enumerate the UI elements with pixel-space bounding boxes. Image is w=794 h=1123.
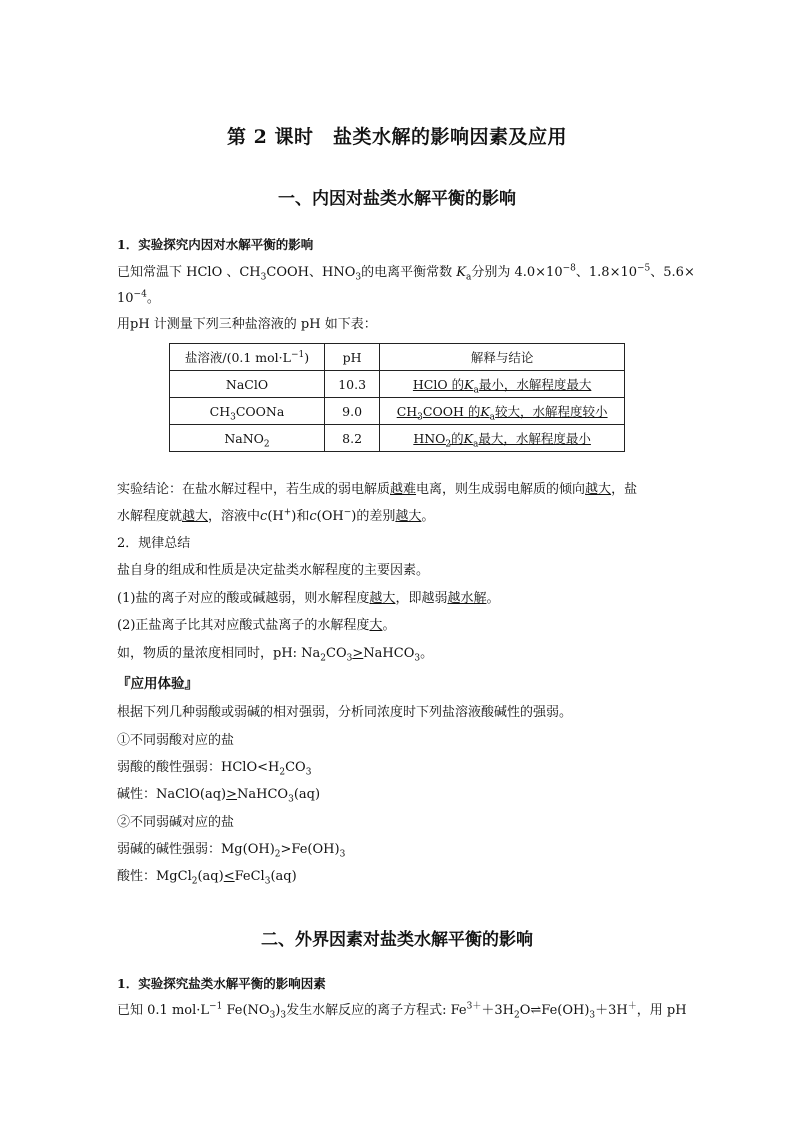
paragraph-rule-main: 盐自身的组成和性质是决定盐类水解程度的主要因素。 <box>117 563 430 578</box>
paragraph-conclusion-cont: 水解程度就越大，溶液中c(H+)和c(OH−)的差别越大。 <box>117 507 435 524</box>
subheading-rule-summary: 2．规律总结 <box>117 536 191 551</box>
table-cell-salt: NaNO$_2$ <box>170 425 325 452</box>
paragraph-app-acid-strength: 弱酸的酸性强弱：$HClO<H_2CO_3$ <box>117 760 312 778</box>
table-cell-ph: 9.0 <box>324 398 379 425</box>
table-cell-ph: 10.3 <box>324 371 379 398</box>
paragraph-app-base-strength: 弱碱的碱性强弱：$Mg(OH)_2>Fe(OH)_3$ <box>117 842 346 860</box>
section-heading-external: 二、外界因素对盐类水解平衡的影响 <box>261 930 533 950</box>
paragraph-rule-2: (2)正盐离子比其对应酸式盐离子的水解程度大。 <box>117 618 396 633</box>
paragraph-rule-example: 如，物质的量浓度相同时，pH: $Na_2CO_3>NaHCO_3$。 <box>117 646 434 664</box>
paragraph-app-acidity: 酸性：MgCl$_2$(aq)<FeCl$_3$(aq) <box>117 869 297 887</box>
salt-ph-table <box>169 343 625 452</box>
table-cell-explanation: $HNO_2$的$K_a$最大，水解程度最小 <box>380 425 625 452</box>
paragraph-table-intro: 用pH 计测量下列三种盐溶液的 pH 如下表： <box>117 317 377 332</box>
table-row <box>170 398 625 425</box>
table-cell-salt: NaClO <box>170 371 325 398</box>
paragraph-conclusion: 实验结论：在盐水解过程中，若生成的弱电解质越难电离，则生成弱电解质的倾向越大，盐 <box>117 482 638 497</box>
table-cell-ph: 8.2 <box>324 425 379 452</box>
table-header-cell: pH <box>324 344 379 371</box>
table-cell-salt: $CH_3COONa$ <box>170 398 325 425</box>
subheading-experiment-external: 1．实验探究盐类水解平衡的影响因素 <box>117 976 326 991</box>
table-header-cell: 解释与结论 <box>380 344 625 371</box>
table-cell-explanation: $CH_3COOH$ 的$K_a$较大，水解程度较小 <box>380 398 625 425</box>
paragraph-fe-hydrolysis: 已知 0.1 $mol\cdot L^{-1}$ $Fe(NO_3)_3$发生水解反应的离子方程式: $Fe^{3+}+3H_2O\rightleftharpoons Fe(OH)_3+3H^+$，用 pH <box>117 1001 687 1021</box>
equilibrium-arrow-icon: ⇌ <box>530 1003 542 1018</box>
paragraph-application-intro: 根据下列几种弱酸或弱碱的相对强弱，分析同浓度时下列盐溶液酸碱性的强弱。 <box>117 705 573 720</box>
application-title: 『应用体验』 <box>117 676 198 692</box>
paragraph-app-weak-acid: ①不同弱酸对应的盐 <box>117 733 235 748</box>
section-heading-internal: 一、内因对盐类水解平衡的影响 <box>278 189 516 209</box>
table-row <box>170 425 625 452</box>
paragraph-app-weak-base: ②不同弱碱对应的盐 <box>117 815 235 830</box>
paragraph-ka-intro-cont: $10^{-4}$。 <box>117 289 160 306</box>
table-cell-explanation: HClO 的$K_a$最小，水解程度最大 <box>380 371 625 398</box>
subheading-experiment-internal: 1．实验探究内因对水解平衡的影响 <box>117 237 314 252</box>
table-header-row <box>170 344 625 371</box>
paragraph-ka-intro: 已知常温下 HClO 、$CH_3COOH$、$HNO_3$的电离平衡常数 $K_a$分别为 $4.0\times 10^{-8}$、$1.8\times 10^{-5}$、5.6× <box>117 263 695 283</box>
paragraph-app-basicity: 碱性：NaClO(aq)>NaHCO$_3$(aq) <box>117 787 321 805</box>
table-row <box>170 371 625 398</box>
table-header-cell: 盐溶液/(0.1 $mol\cdot L^{-1}$) <box>170 344 325 371</box>
lesson-title: 第 2 课时 盐类水解的影响因素及应用 <box>227 126 567 148</box>
paragraph-rule-1: (1)盐的离子对应的酸或碱越弱，则水解程度越大，即越弱越水解。 <box>117 591 500 606</box>
